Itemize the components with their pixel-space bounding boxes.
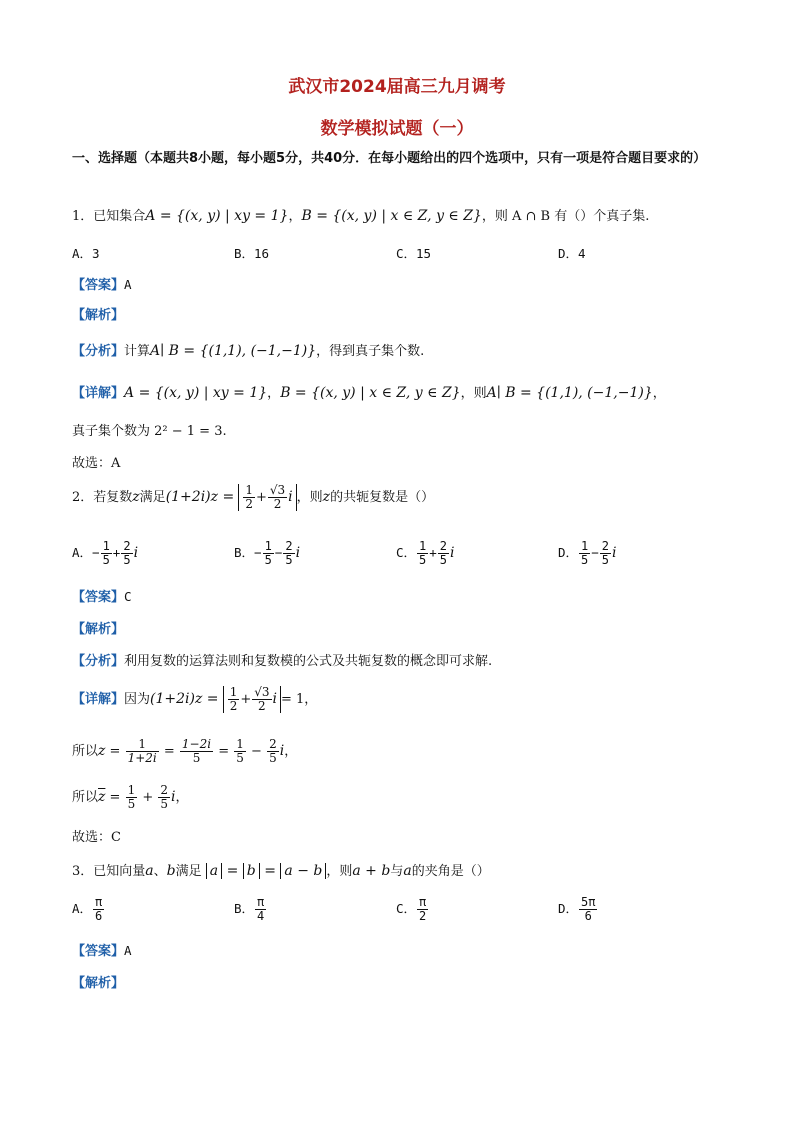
q1-prefix: 1．已知集合 [72,209,146,224]
answer-label: 【答案】 [72,590,125,605]
q2-answer-row [72,586,132,605]
q1-detail-then: ，则 [460,386,487,401]
q2-mid: 满足 [139,490,166,505]
q3-answer-row [72,940,132,959]
fenxi-label: 【分析】 [72,344,125,359]
q1-option-d: D．4 [558,246,586,261]
q2-detail-lhs: (1+2i)z = [150,691,219,707]
q2-detail [72,686,317,713]
q2-suffix-pre: ，则 [296,490,323,505]
q1-detail: 【详解】A = {(x, y) | xy = 1}，B = {(x, y) | x ∈ Z, y ∈ Z}，则A∣ B = {(1,1), (−1,−1)}， [72,385,666,401]
q2-so-line-2: 所以$\overline{z}$ = $\frac{1}{5}$ + $\frac{2}{5}$ i， [72,783,189,811]
q2-option-a: A．− $\frac{1}{5}$ + $\frac{2}{5}$ i [72,539,139,567]
q1-fenxi-post: ，得到真子集个数. [316,344,425,359]
q3-vec-a: a [145,863,154,879]
q1-set-a: A = {(x, y) | xy = 1} [145,208,289,224]
q1-comma: ， [288,209,302,224]
q2-fenxi [72,650,492,669]
q1-answer: A [124,277,132,292]
q3-option-b: B． $\frac{\pi}{4}$ [234,895,265,923]
q2-prefix: 2．若复数 [72,490,133,505]
q3-condition: a = b = a − b [206,863,327,879]
q2-detail-post: = 1， [281,692,318,707]
q2-option-c: C． $\frac{1}{5}$ + $\frac{2}{5}$ i [396,539,455,567]
q1-option-a: A．3 [72,246,100,261]
analysis-label: 【解析】 [72,622,125,637]
q2-answer: C [124,589,132,604]
q1-count-line: 真子集个数为 2² − 1 = 3. [72,424,227,439]
q1-fenxi [72,340,424,359]
q2-z-2: z [322,489,331,505]
q1-fenxi-math: A∣ B = {(1,1), (−1,−1)} [150,343,317,359]
q1-set-b: B = {(x, y) | x ∈ Z, y ∈ Z} [301,208,482,224]
q1-detail-c: A∣ B = {(1,1), (−1,−1)} [486,385,653,401]
q3-option-d: D． $\frac{5\pi}{6}$ [558,895,596,923]
page-subtitle: 数学模拟试题（一） [320,119,474,139]
analysis-label: 【解析】 [72,976,125,991]
q1-choice: 故选：A [72,456,121,471]
question-1 [72,205,649,224]
q2-detail-pre: 因为 [124,692,151,707]
answer-label: 【答案】 [72,944,125,959]
q2-suffix-post: 的共轭复数是（） [330,490,435,505]
question-3: 3．已知向量a、b满足 a = b = a − b ，则a + b与a的夹角是（） [72,863,490,879]
q2-z: z [132,489,140,505]
detail-label: 【详解】 [72,386,125,401]
q2-fenxi-text: 利用复数的运算法则和复数模的公式及共轭复数的概念即可求解. [124,654,493,669]
q1-detail-b: B = {(x, y) | x ∈ Z, y ∈ Z} [280,385,461,401]
q1-answer-row [72,274,132,293]
detail-label: 【详解】 [72,692,125,707]
q2-lhs: (1+2i)z = [165,489,235,505]
q2-detail-modulus: $\frac{1}{2}$ + $\frac{√3}{2}$ i [223,686,281,713]
q2-option-d: D． $\frac{1}{5}$ − $\frac{2}{5}$ i [558,539,617,567]
section-heading: 一、选择题（本题共8小题，每小题5分，共40分．在每小题给出的四个选项中，只有一项是符合题目要求的） [72,151,707,166]
q1-suffix: ，则 A ∩ B 有（）个真子集. [481,209,650,224]
fenxi-label: 【分析】 [72,654,125,669]
q1-option-c: C．15 [396,246,432,261]
q3-option-c: C． $\frac{\pi}{2}$ [396,895,427,923]
q2-choice: 故选：C [72,830,121,845]
q1-option-b: B．16 [234,246,270,261]
analysis-label: 【解析】 [72,308,125,323]
q1-detail-a: A = {(x, y) | xy = 1} [124,385,268,401]
q1-detail-end: ， [652,386,666,401]
answer-label: 【答案】 [72,278,125,293]
q3-vec-b: b [166,863,176,879]
q3-answer: A [124,943,132,958]
q1-fenxi-pre: 计算 [124,344,151,359]
q2-option-b: B．− $\frac{1}{5}$ − $\frac{2}{5}$ i [234,539,301,567]
q2-so-line-1: 所以z = $\frac{1}{1+2i}$ = $\frac{1-2i}{5}$ = $\frac{1}{5}$ − $\frac{2}{5}$ i， [72,737,298,765]
q3-option-a: A． $\frac{\pi}{6}$ [72,895,103,923]
page-title: 武汉市2024届高三九月调考 [288,77,506,97]
q2-modulus: $\frac{1}{2}$ + $\frac{√3}{2}$ i [238,484,296,511]
question-2 [72,484,434,511]
